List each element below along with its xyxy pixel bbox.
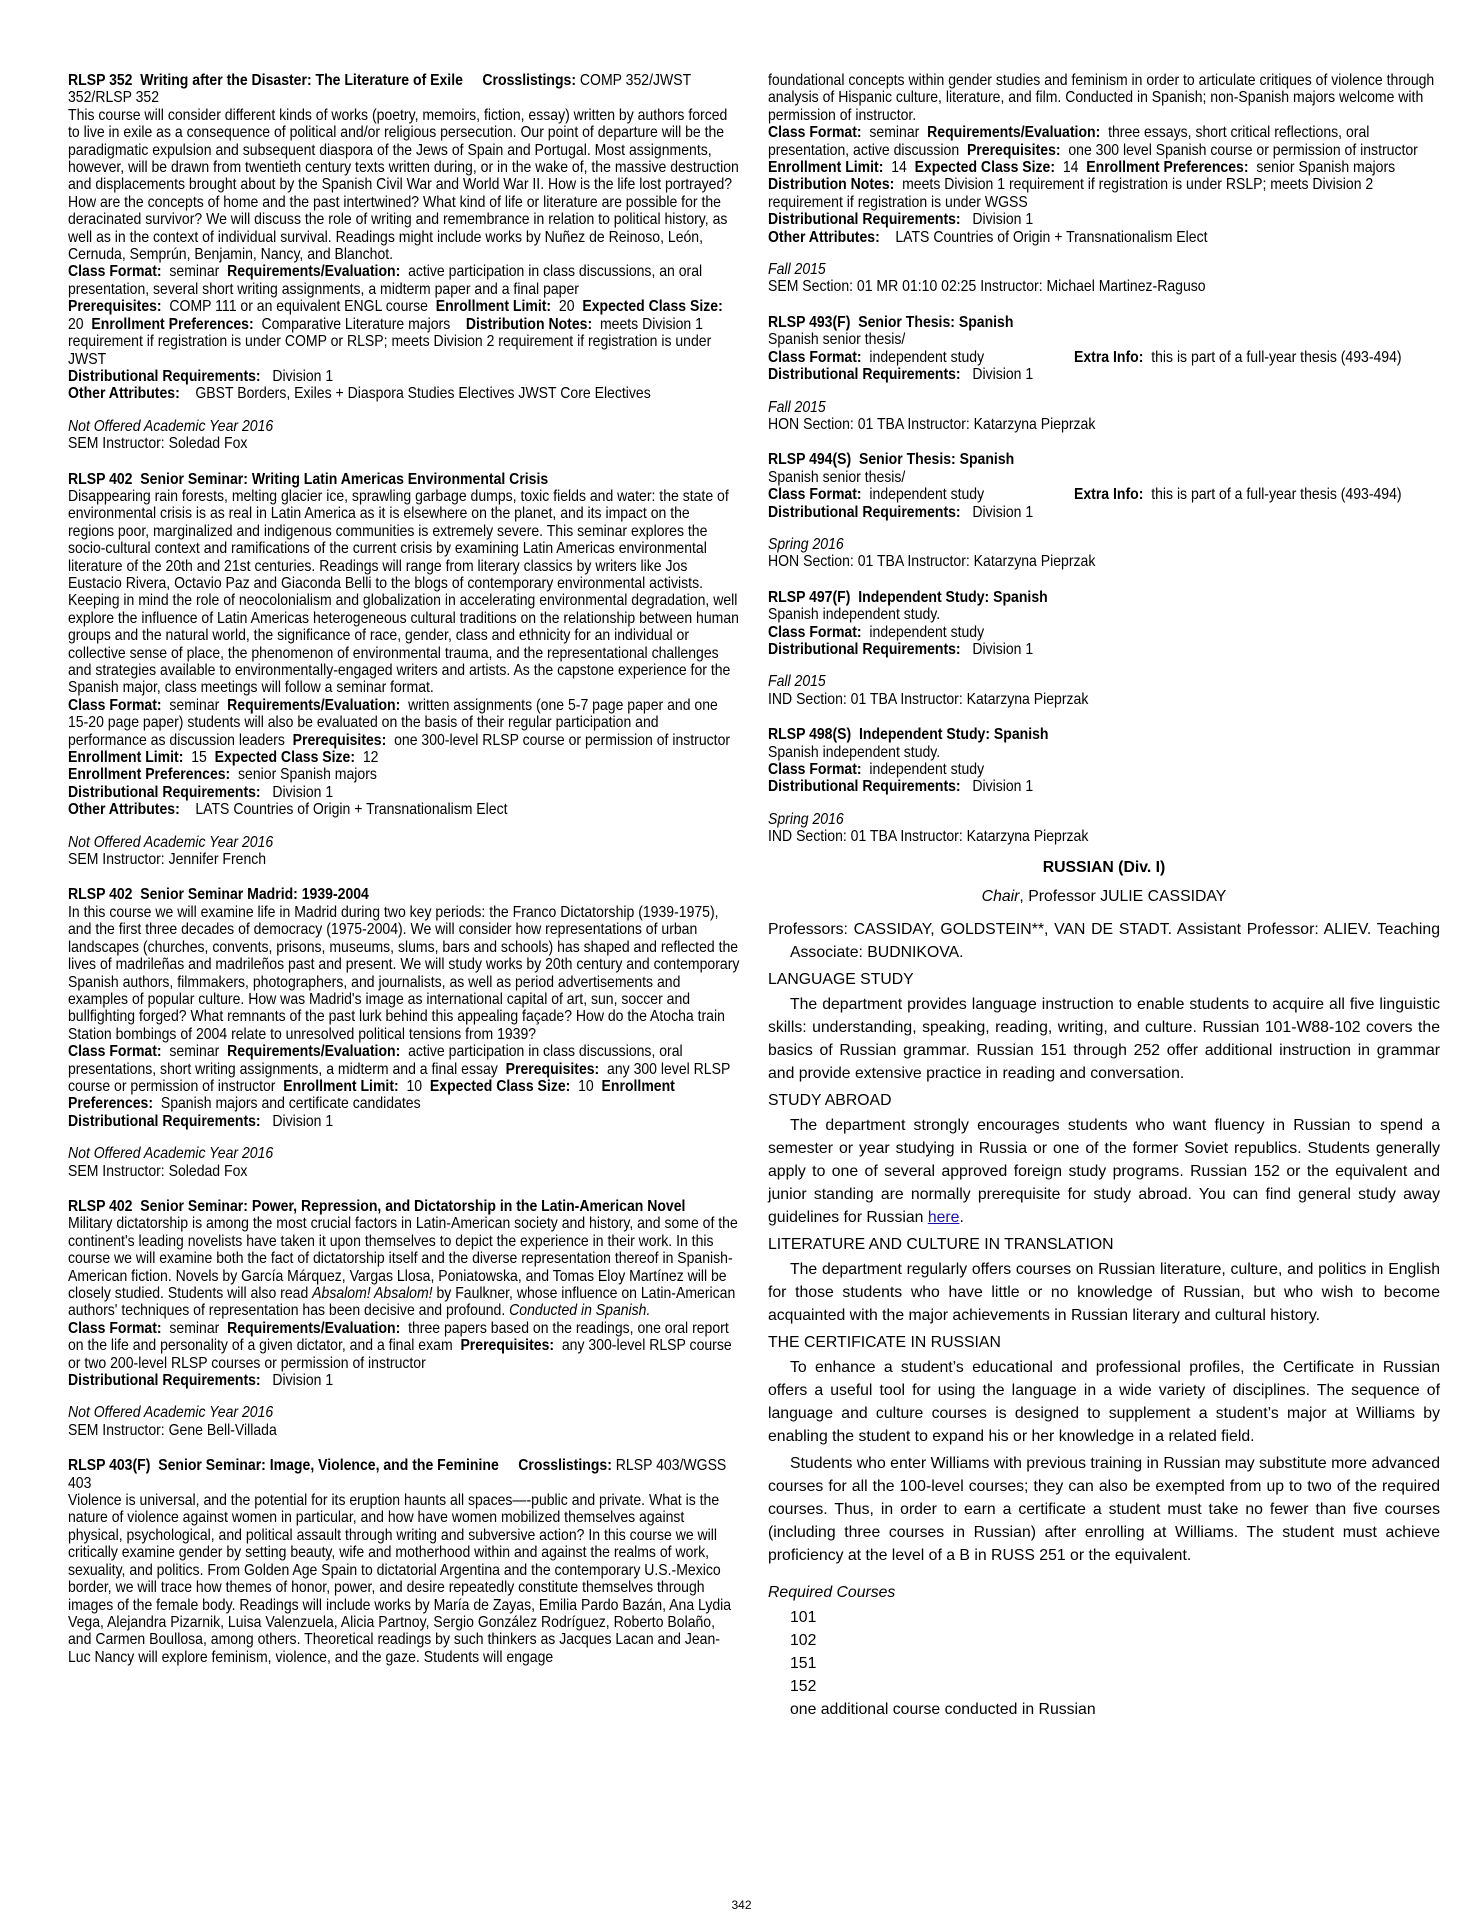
course-term: Spring 2016 [768, 535, 844, 553]
course-code: RLSP 493(F) [768, 313, 851, 331]
course-schedule [768, 536, 1439, 571]
page-number: 342 [731, 1898, 752, 1912]
course-details: Class Format: seminar Requirements/Evaluation: active participation in class discussions, an oral presentation, several short writing assignments, a midterm paper and a final paper Prerequisites: COMP 111 or an equivalent ENGL course Enrollment Limit: 20 Expected Class Size: 20 Enrollment Preferences: Comparative Literature majors Distribution Notes: meets Division 1 requirement if registration is under COMP or RLSP; meets Division 2 requirement if registration is under JWST Distributional Requirements: Division 1 Other Attributes: GBST Borders, Exiles + Diaspora Studies Electives JWST Core Electives [68, 263, 723, 403]
course-title: Independent Study: Spanish [859, 726, 1049, 744]
left-column-text [68, 72, 739, 1666]
course-section: IND Section: 01 TBA Instructor: Katarzyna Pieprzak [768, 828, 1089, 846]
course-title: Senior Seminar: Power, Repression, and Dictatorship in the Latin-American Novel [140, 1197, 686, 1215]
course-code: RLSP 402 [68, 886, 133, 904]
course-section: SEM Instructor: Soledad Fox [68, 435, 248, 453]
course-section: IND Section: 01 TBA Instructor: Katarzyna Pieprzak [768, 690, 1089, 708]
course-code: RLSP 498(S) [768, 726, 852, 744]
course-rlsp-497: RLSP 497(F) Independent Study: Spanish Spanish independent study. Class Format: independent study Distributional Requirements: Division 1 [768, 589, 1439, 659]
right-column [768, 72, 1440, 1721]
certificate-text-2: Students who enter Williams with previous training in Russian may substitute more advanced courses for all the 100-level courses; they can also be exempted from up to two of the required courses. Thus, in order to earn a certificate a student must take no fewer than five courses (including three courses in Russian) after enrolling at Williams. The student must achieve proficiency at the level of a B in RUSS 251 or the equivalent. [768, 1454, 1440, 1564]
crosslistings-value: COMP 352/JWST 352/RLSP 352 [68, 72, 691, 107]
course-details: Class Format: seminar Requirements/Evaluation: active participation in class discussions, oral presentations, short writing assignments, a midterm and a final essay Prerequisites: any 300 level RLSP course or permission of instructor Enrollment Limit: 10 Expected Class Size: 10 Enrollment Preferences: Spanish majors and certificate candidates Distributional Requirements: Division 1 [68, 1043, 731, 1130]
course-schedule [68, 1404, 739, 1439]
course-rlsp-493: RLSP 493(F) Senior Thesis: Spanish Spanish senior thesis/ Class Format: independent study Extra Info: this is part of a full-year thesis (493-494) Distributional Requirements: Division 1 [768, 314, 1439, 384]
list-item: 151 [790, 1654, 817, 1672]
course-title: Writing after the Disaster: The Literature of Exile [140, 72, 463, 89]
course-code: RLSP 402 [68, 470, 133, 488]
course-description: Spanish independent study. [768, 743, 941, 761]
course-schedule [68, 834, 739, 869]
course-term: Not Offered Academic Year 2016 [68, 1404, 274, 1422]
course-heading [768, 726, 1439, 743]
course-heading [768, 589, 1439, 606]
section-heading-literature: LITERATURE AND CULTURE IN TRANSLATION [768, 1235, 1114, 1253]
section-heading-language: LANGUAGE STUDY [768, 970, 914, 988]
course-title: Senior Thesis: Spanish [858, 313, 1014, 331]
required-courses-heading: Required Courses [768, 1583, 896, 1601]
course-rlsp-402-madrid [68, 886, 739, 1130]
certificate-text-1: To enhance a student’s educational and professional profiles, the Certificate in Russian offers a useful tool for using the language in a wide variety of disciplines. The sequence of language and culture courses is designed to supplement a student’s major at Williams by enabling the student to expand his or her knowledge in a related field. [768, 1358, 1440, 1445]
course-description: In this course we will examine life in Madrid during two key periods: the Franco Dictatorship (1939-1975), and the first three decades of democracy (1975-2004). We will consider how representations of urban landscapes (churches, convents, prisons, museums, slums, bars and schools) has shaped and reflected the lives of madrileñas and madrileños past and present. We will study works by 20th century and contemporary Spanish authors, filmmakers, photographers, and journalists, as well as period advertisements and examples of popular culture. How was Madrid's image as international capital of art, sun, soccer and bullfighting forged? What remnants of the past lurk behind this appealing façade? How do the Atocha train Station bombings of 2004 relate to unresolved political tensions from 1939? [68, 903, 740, 1043]
course-rlsp-498: RLSP 498(S) Independent Study: Spanish Spanish independent study. Class Format: independent study Distributional Requirements: Division 1 [768, 726, 1439, 796]
course-section: HON Section: 01 TBA Instructor: Katarzyna Pieprzak [768, 415, 1096, 433]
literature-text: The department regularly offers courses on Russian literature, culture, and politics in English for those students who have little or no knowledge of Russian, but who wish to become acquainted with the major achievements in Russian literary and cultural history. [768, 1260, 1440, 1324]
faculty-list: Professors: CASSIDAY, GOLDSTEIN**, VAN DE STADT. Assistant Professor: ALIEV. Teaching Associate: BUDNIKOVA. [768, 920, 1440, 961]
course-section: SEM Instructor: Gene Bell-Villada [68, 1421, 277, 1439]
course-section: HON Section: 01 TBA Instructor: Katarzyna Pieprzak [768, 553, 1096, 571]
crosslistings-label: Crosslistings: [518, 1457, 612, 1475]
course-rlsp-494: RLSP 494(S) Senior Thesis: Spanish Spanish senior thesis/ Class Format: independent study Extra Info: this is part of a full-year thesis (493-494) Distributional Requirements: Division 1 [768, 451, 1439, 521]
section-heading-certificate: THE CERTIFICATE IN RUSSIAN [768, 1333, 1001, 1351]
course-section: SEM Section: 01 MR 01:10 02:25 Instructor: Michael Martinez-Raguso [768, 278, 1206, 296]
course-description: Spanish independent study. [768, 606, 941, 624]
course-code: RLSP 497(F) [768, 588, 851, 606]
department-chair: Chair, Professor JULIE CASSIDAY [981, 887, 1227, 905]
section-heading-abroad: STUDY ABROAD [768, 1091, 892, 1109]
course-heading [68, 1198, 739, 1215]
course-term: Fall 2015 [768, 398, 826, 416]
course-description: This course will consider different kinds of works (poetry, memoirs, fiction, essay) written by authors forced to live in exile as a consequence of political and/or religious persecution. Our point of departure will be the paradigmatic expulsion and subsequent diaspora of the Jews of Spain and Portugal. Most assignments, however, will be drawn from twentieth century texts written during, or in the wake of, the massive destruction and displacements brought about by the Spanish Civil War and World War II. How is the life lost portrayed? How are the concepts of home and the past intertwined? What kind of life or literature are possible for the deracinated survivor? We will discuss the role of writing and remembrance in relation to political history, as well as in the context of individual survival. Readings might include works by Nuñez de Reinoso, León, Cernuda, Semprún, Benjamin, Nancy, and Blanchot. [68, 106, 739, 264]
list-item: 101 [790, 1608, 817, 1626]
course-title: Senior Seminar: Image, Violence, and the Feminine [158, 1457, 499, 1475]
course-title: Senior Seminar: Writing Latin Americas Environmental Crisis [140, 470, 549, 488]
course-code: RLSP 402 [68, 1197, 133, 1215]
study-abroad-text: The department strongly encourages students who want fluency in Russian to spend a semester or year studying in Russia or one of the former Soviet republics. Students generally apply to one of several approved foreign study programs. Russian 152 or the equivalent and junior standing are normally prerequisite for study abroad. You can find general study away guidelines for Russian here. [768, 1116, 1440, 1226]
russian-department [768, 856, 1440, 1721]
required-courses-list [768, 1606, 1440, 1721]
course-heading [768, 314, 1439, 331]
course-section: SEM Instructor: Soledad Fox [68, 1162, 248, 1180]
course-title: Independent Study: Spanish [858, 588, 1048, 606]
course-title: Senior Seminar Madrid: 1939-2004 [140, 886, 369, 904]
course-heading [68, 72, 739, 107]
list-item: 102 [790, 1631, 817, 1649]
course-heading [68, 471, 739, 488]
course-schedule [768, 399, 1439, 434]
left-column [68, 72, 740, 1681]
course-details: Class Format: seminar Requirements/Evaluation: written assignments (one 5-7 page paper and one 15-20 page paper) students will also be evaluated on the basis of their regular participation and performance as discussion leaders Prerequisites: one 300-level RLSP course or permission of instructor Enrollment Limit: 15 Expected Class Size: 12 Enrollment Preferences: senior Spanish majors Distributional Requirements: Division 1 Other Attributes: LATS Countries of Origin + Transnationalism Elect [68, 696, 731, 819]
course-description: Violence is universal, and the potential for its eruption haunts all spaces—-public and private. What is the nature of violence against women in particular, and how have women mobilized themselves against physical, psychological, and political assault through writing and subversive action? In this course we will critically examine gender by setting beauty, wife and motherhood within and against the realms of work, sexuality, and politics. From Golden Age Spain to dictatorial Argentina and the contemporary U.S.-Mexico border, we will trace how themes of honor, power, and desire repeatedly constitute themselves through images of the female body. Readings will include works by María de Zayas, Emilia Pardo Bazán, Ana Lydia Vega, Alejandra Pizarnik, Luisa Valenzuela, Alicia Partnoy, Sergio González Rodríguez, Roberto Bolaño, and Carmen Boullosa, among others. Theoretical readings by such thinkers as Jacques Lacan and Jean-Luc Nancy will explore feminism, violence, and the gaze. Students will engage [68, 1492, 732, 1666]
list-item: 152 [790, 1677, 817, 1695]
list-item: one additional course conducted in Russian [790, 1700, 1096, 1718]
course-description: Spanish senior thesis/ [768, 468, 906, 486]
course-term: Not Offered Academic Year 2016 [68, 1145, 274, 1163]
course-heading [768, 451, 1439, 468]
course-rlsp-403-continued [768, 72, 1439, 246]
course-schedule [68, 1145, 739, 1180]
course-code: RLSP 352 [68, 72, 133, 89]
course-code: RLSP 494(S) [768, 451, 852, 469]
course-format-row: Class Format: independent study Extra Info: this is part of a full-year thesis (493-494) [768, 348, 1402, 366]
course-code: RLSP 403(F) [68, 1457, 151, 1475]
course-details: Class Format: seminar Requirements/Evaluation: three papers based on the readings, one oral report on the life and personality of a given dictator, and a final exam Prerequisites: any 300-level RLSP course or two 200-level RLSP courses or permission of instructor Distributional Requirements: Division 1 [68, 1319, 732, 1390]
course-heading [68, 886, 739, 903]
course-rlsp-352 [68, 72, 739, 403]
course-schedule [768, 811, 1439, 846]
study-away-link[interactable]: here [927, 1208, 960, 1226]
course-rlsp-403 [68, 1457, 739, 1666]
right-column-text [768, 72, 1439, 846]
course-term: Fall 2015 [768, 673, 826, 691]
course-rlsp-402-environmental [68, 471, 739, 819]
course-description: Military dictatorship is among the most crucial factors in Latin-American society and history, and some of the continent's leading novelists have taken it upon themselves to depict the experience in their work. In this course we will examine both the fact of dictatorship itself and the diverse representation thereof in Spanish-American fiction. Novels by García Márquez, Vargas Llosa, Poniatowska, and Tomas Eloy Martínez will be closely studied. Students will also read Absalom! Absalom! by Faulkner, whose influence on Latin-American authors' techniques of representation has been decisive and profound. Conducted in Spanish. [68, 1215, 738, 1320]
course-description: Disappearing rain forests, melting glacier ice, sprawling garbage dumps, toxic fields and water: the state of environmental crisis is as real in Latin America as it is elsewhere on the planet, and its impact on the regions poor, marginalized and indigenous communities is extremely severe. This seminar explores the socio-cultural context and ramifications of the current crisis by examining Latin Americas environmental literature of the 20th and 21st centuries. Readings will range from literary classics by writers like Jos Eustacio Rivera, Octavio Paz and Giaconda Belli to the blogs of contemporary environmental activists. Keeping in mind the role of neocolonialism and globalization in accelerating environmental degradation, well explore the influence of Latin Americas heterogeneous cultural traditions on the relationship between human groups and the natural world, the significance of race, gender, class and ethnicity for an individual or collective sense of place, the phenomenon of environmental trauma, and the representational challenges and strategies available to environmentally-engaged writers and artists. As the capstone experience for the Spanish major, class meetings will follow a seminar format. [68, 487, 739, 697]
course-schedule [768, 261, 1439, 296]
course-description: foundational concepts within gender studies and feminism in order to articulate critiques of violence through analysis of Hispanic culture, literature, and film. Conducted in Spanish; non-Spanish majors welcome with permission of instructor. [768, 72, 1435, 124]
course-section: SEM Instructor: Jennifer French [68, 851, 267, 869]
course-details: Class Format: seminar Requirements/Evaluation: three essays, short critical reflections, oral presentation, active discussion Prerequisites: one 300 level Spanish course or permission of instructor Enrollment Limit: 14 Expected Class Size: 14 Enrollment Preferences: senior Spanish majors Distribution Notes: meets Division 1 requirement if registration is under RSLP; meets Division 2 requirement if registration is under WGSS Distributional Requirements: Division 1 Other Attributes: LATS Countries of Origin + Transnationalism Elect [768, 124, 1418, 246]
crosslistings-label: Crosslistings: [482, 72, 577, 89]
course-term: Not Offered Academic Year 2016 [68, 417, 274, 435]
course-title: Senior Thesis: Spanish [859, 451, 1015, 469]
department-heading: RUSSIAN (Div. I) [1042, 858, 1166, 876]
course-rlsp-402-dictatorship [68, 1198, 739, 1389]
language-study-text: The department provides language instruction to enable students to acquire all five linguistic skills: understanding, speaking, reading, writing, and culture. Russian 101-W88-102 covers the basics of Russian grammar. Russian 151 through 252 offer additional instruction in grammar and provide extensive practice in reading and conversation. [768, 995, 1440, 1082]
course-heading [68, 1457, 739, 1492]
course-term: Spring 2016 [768, 810, 844, 828]
course-schedule [768, 673, 1439, 708]
course-term: Fall 2015 [768, 261, 826, 279]
course-description: Spanish senior thesis/ [768, 331, 906, 349]
course-term: Not Offered Academic Year 2016 [68, 833, 274, 851]
course-format-row: Class Format: independent study Extra Info: this is part of a full-year thesis (493-494) [768, 486, 1402, 504]
crosslistings-value: RLSP 403/WGSS 403 [68, 1457, 727, 1492]
course-schedule [68, 418, 739, 453]
